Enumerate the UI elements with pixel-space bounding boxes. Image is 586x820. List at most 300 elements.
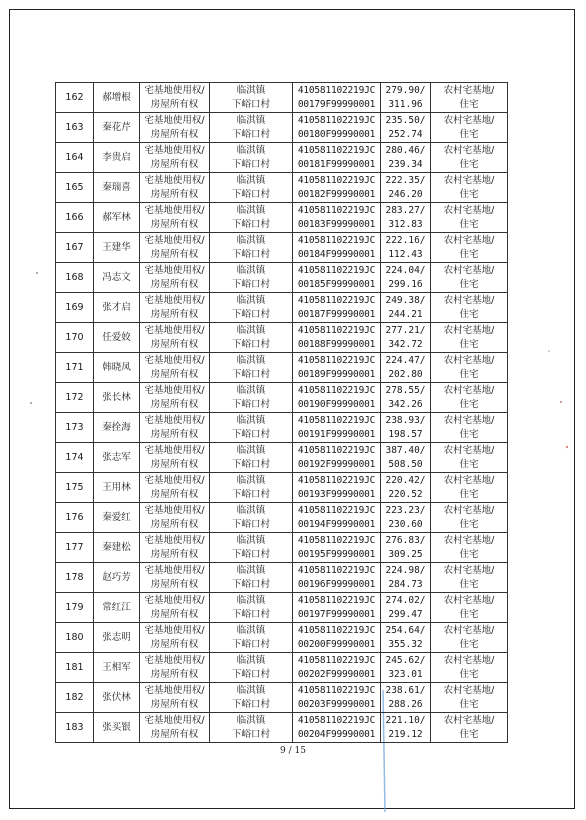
right-type-cell: [140, 143, 210, 173]
record-number-cell: [56, 413, 94, 443]
parcel-code-text: 00181F99990001: [297, 158, 376, 170]
table-row: [56, 233, 508, 263]
right-type-text: 宅基地使用权/: [144, 714, 205, 726]
parcel-code-cell: [293, 413, 381, 443]
parcel-code-cell: [293, 323, 381, 353]
area-values-text: 312.83: [388, 218, 423, 230]
right-type-cell: [140, 203, 210, 233]
right-type-text: 宅基地使用权/: [144, 624, 205, 636]
table-row: [56, 113, 508, 143]
area-values-cell: [381, 533, 431, 563]
land-use-text: 农村宅基地/: [443, 174, 495, 186]
table-row: [56, 563, 508, 593]
location-text: 下峪口村: [231, 458, 270, 470]
parcel-code-cell: [293, 473, 381, 503]
record-number-text: 175: [65, 481, 84, 493]
land-use-cell: [431, 503, 508, 533]
owner-name-cell: [94, 203, 140, 233]
location-text: 临淇镇: [236, 174, 266, 186]
area-values-text: 323.01: [388, 668, 423, 680]
right-type-text: 宅基地使用权/: [144, 234, 205, 246]
parcel-code-text: 00190F99990001: [297, 398, 376, 410]
area-values-text: 230.60: [388, 518, 423, 530]
area-values-cell: [381, 323, 431, 353]
right-type-text: 宅基地使用权/: [144, 534, 205, 546]
area-values-text: 249.38/: [385, 294, 426, 306]
parcel-code-text: 00183F99990001: [297, 218, 376, 230]
right-type-text: 宅基地使用权/: [144, 384, 205, 396]
owner-name-text: 李贵启: [102, 151, 131, 163]
location-text: 下峪口村: [231, 698, 270, 710]
right-type-cell: [140, 263, 210, 293]
area-values-text: 224.98/: [385, 564, 426, 576]
location-text: 下峪口村: [231, 278, 270, 290]
record-number-cell: [56, 173, 94, 203]
location-text: 临淇镇: [236, 654, 266, 666]
area-values-text: 274.02/: [385, 594, 426, 606]
location-text: 临淇镇: [236, 564, 266, 576]
owner-name-text: 王相军: [102, 661, 131, 673]
table-row: [56, 353, 508, 383]
area-values-text: 288.26: [388, 698, 423, 710]
area-values-text: 112.43: [388, 248, 423, 260]
record-number-text: 162: [65, 91, 84, 103]
location-text: 下峪口村: [231, 728, 270, 740]
parcel-code-text: 00194F99990001: [297, 518, 376, 530]
owner-name-text: 张伏林: [102, 691, 131, 703]
area-values-text: 235.50/: [385, 114, 426, 126]
land-use-text: 农村宅基地/: [443, 354, 495, 366]
right-type-text: 宅基地使用权/: [144, 354, 205, 366]
table-row: [56, 713, 508, 743]
owner-name-text: 秦瑞喜: [102, 181, 131, 193]
land-use-text: 农村宅基地/: [443, 204, 495, 216]
right-type-text: 房屋所有权: [150, 518, 199, 530]
location-text: 临淇镇: [236, 84, 266, 96]
area-values-cell: [381, 683, 431, 713]
right-type-text: 房屋所有权: [150, 428, 199, 440]
right-type-text: 房屋所有权: [150, 548, 199, 560]
right-type-text: 宅基地使用权/: [144, 474, 205, 486]
location-cell: [210, 113, 293, 143]
owner-name-cell: [94, 143, 140, 173]
location-cell: [210, 263, 293, 293]
owner-name-cell: [94, 503, 140, 533]
owner-name-cell: [94, 443, 140, 473]
right-type-cell: [140, 443, 210, 473]
right-type-text: 房屋所有权: [150, 608, 199, 620]
land-use-text: 农村宅基地/: [443, 444, 495, 456]
area-values-text: 202.80: [388, 368, 423, 380]
area-values-text: 224.47/: [385, 354, 426, 366]
right-type-cell: [140, 563, 210, 593]
parcel-code-text: 410581102219JC: [297, 144, 376, 156]
right-type-cell: [140, 323, 210, 353]
table-row: [56, 203, 508, 233]
location-text: 下峪口村: [231, 398, 270, 410]
land-use-cell: [431, 203, 508, 233]
right-type-cell: [140, 653, 210, 683]
parcel-code-text: 00202F99990001: [297, 668, 376, 680]
parcel-code-text: 410581102219JC: [297, 174, 376, 186]
record-number-text: 176: [65, 511, 84, 523]
land-use-text: 农村宅基地/: [443, 474, 495, 486]
area-values-text: 355.32: [388, 638, 423, 650]
right-type-text: 房屋所有权: [150, 488, 199, 500]
location-text: 临淇镇: [236, 354, 266, 366]
area-values-text: 219.12: [388, 728, 423, 740]
right-type-text: 房屋所有权: [150, 98, 199, 110]
area-values-text: 222.16/: [385, 234, 426, 246]
location-cell: [210, 413, 293, 443]
area-values-text: 245.62/: [385, 654, 426, 666]
area-values-text: 276.83/: [385, 534, 426, 546]
parcel-code-text: 410581102219JC: [297, 624, 376, 636]
owner-name-text: 秦拴海: [102, 421, 131, 433]
land-use-cell: [431, 323, 508, 353]
right-type-text: 房屋所有权: [150, 158, 199, 170]
record-number-text: 172: [65, 391, 84, 403]
owner-name-text: 王建华: [102, 241, 131, 253]
area-values-text: 309.25: [388, 548, 423, 560]
land-use-cell: [431, 563, 508, 593]
land-use-text: 农村宅基地/: [443, 294, 495, 306]
right-type-text: 房屋所有权: [150, 368, 199, 380]
location-cell: [210, 503, 293, 533]
owner-name-text: 常红江: [102, 601, 131, 613]
owner-name-cell: [94, 623, 140, 653]
right-type-text: 房屋所有权: [150, 128, 199, 140]
parcel-code-text: 410581102219JC: [297, 114, 376, 126]
owner-name-text: 秦建松: [102, 541, 131, 553]
right-type-cell: [140, 683, 210, 713]
land-use-cell: [431, 653, 508, 683]
parcel-code-text: 00195F99990001: [297, 548, 376, 560]
parcel-code-text: 00189F99990001: [297, 368, 376, 380]
location-text: 下峪口村: [231, 128, 270, 140]
record-number-text: 180: [65, 631, 84, 643]
table-row: [56, 83, 508, 113]
land-use-cell: [431, 233, 508, 263]
area-values-cell: [381, 143, 431, 173]
right-type-cell: [140, 413, 210, 443]
owner-name-text: 冯志文: [102, 271, 131, 283]
property-register-table: [55, 82, 508, 743]
parcel-code-text: 00188F99990001: [297, 338, 376, 350]
land-use-text: 住宅: [459, 488, 479, 500]
owner-name-text: 郝军林: [102, 211, 131, 223]
right-type-text: 房屋所有权: [150, 278, 199, 290]
owner-name-cell: [94, 653, 140, 683]
parcel-code-cell: [293, 533, 381, 563]
parcel-code-cell: [293, 203, 381, 233]
land-use-cell: [431, 623, 508, 653]
location-text: 下峪口村: [231, 578, 270, 590]
parcel-code-cell: [293, 113, 381, 143]
land-use-text: 农村宅基地/: [443, 564, 495, 576]
land-use-text: 住宅: [459, 308, 479, 320]
right-type-cell: [140, 473, 210, 503]
parcel-code-text: 410581102219JC: [297, 414, 376, 426]
record-number-text: 169: [65, 301, 84, 313]
right-type-cell: [140, 533, 210, 563]
table-row: [56, 533, 508, 563]
land-use-text: 住宅: [459, 128, 479, 140]
record-number-text: 164: [65, 151, 84, 163]
land-use-text: 住宅: [459, 218, 479, 230]
record-number-cell: [56, 83, 94, 113]
right-type-text: 房屋所有权: [150, 458, 199, 470]
right-type-text: 宅基地使用权/: [144, 114, 205, 126]
record-number-text: 171: [65, 361, 84, 373]
right-type-cell: [140, 83, 210, 113]
parcel-code-text: 00197F99990001: [297, 608, 376, 620]
parcel-code-text: 410581102219JC: [297, 654, 376, 666]
land-use-cell: [431, 443, 508, 473]
area-values-text: 220.42/: [385, 474, 426, 486]
right-type-text: 宅基地使用权/: [144, 594, 205, 606]
table-row: [56, 323, 508, 353]
location-text: 临淇镇: [236, 474, 266, 486]
table-row: [56, 413, 508, 443]
area-values-text: 299.47: [388, 608, 423, 620]
record-number-text: 173: [65, 421, 84, 433]
land-use-text: 住宅: [459, 368, 479, 380]
location-cell: [210, 533, 293, 563]
location-cell: [210, 293, 293, 323]
record-number-text: 166: [65, 211, 84, 223]
record-number-cell: [56, 563, 94, 593]
area-values-cell: [381, 713, 431, 743]
area-values-cell: [381, 623, 431, 653]
area-values-text: 221.10/: [385, 714, 426, 726]
area-values-text: 222.35/: [385, 174, 426, 186]
location-text: 临淇镇: [236, 264, 266, 276]
parcel-code-text: 410581102219JC: [297, 354, 376, 366]
owner-name-cell: [94, 533, 140, 563]
right-type-text: 房屋所有权: [150, 338, 199, 350]
location-cell: [210, 203, 293, 233]
record-number-text: 167: [65, 241, 84, 253]
land-use-text: 住宅: [459, 728, 479, 740]
location-text: 临淇镇: [236, 234, 266, 246]
parcel-code-cell: [293, 383, 381, 413]
right-type-text: 宅基地使用权/: [144, 294, 205, 306]
table-row: [56, 593, 508, 623]
table-row: [56, 263, 508, 293]
right-type-text: 宅基地使用权/: [144, 204, 205, 216]
land-use-text: 住宅: [459, 638, 479, 650]
right-type-text: 房屋所有权: [150, 638, 199, 650]
land-use-text: 住宅: [459, 518, 479, 530]
table-row: [56, 173, 508, 203]
owner-name-cell: [94, 323, 140, 353]
area-values-cell: [381, 173, 431, 203]
right-type-text: 宅基地使用权/: [144, 144, 205, 156]
parcel-code-text: 410581102219JC: [297, 84, 376, 96]
land-use-cell: [431, 263, 508, 293]
location-text: 临淇镇: [236, 294, 266, 306]
right-type-cell: [140, 383, 210, 413]
record-number-text: 183: [65, 721, 84, 733]
table-row: [56, 443, 508, 473]
record-number-text: 179: [65, 601, 84, 613]
table-row: [56, 653, 508, 683]
parcel-code-text: 00191F99990001: [297, 428, 376, 440]
land-use-text: 住宅: [459, 278, 479, 290]
parcel-code-cell: [293, 563, 381, 593]
parcel-code-text: 410581102219JC: [297, 714, 376, 726]
area-values-text: 244.21: [388, 308, 423, 320]
owner-name-cell: [94, 353, 140, 383]
parcel-code-text: 410581102219JC: [297, 564, 376, 576]
land-use-text: 住宅: [459, 338, 479, 350]
right-type-cell: [140, 113, 210, 143]
area-values-text: 254.64/: [385, 624, 426, 636]
record-number-cell: [56, 353, 94, 383]
area-values-text: 239.34: [388, 158, 423, 170]
location-text: 临淇镇: [236, 534, 266, 546]
owner-name-text: 张才启: [102, 301, 131, 313]
record-number-text: 168: [65, 271, 84, 283]
location-text: 下峪口村: [231, 248, 270, 260]
land-use-text: 住宅: [459, 248, 479, 260]
table-row: [56, 143, 508, 173]
land-use-text: 农村宅基地/: [443, 654, 495, 666]
right-type-text: 房屋所有权: [150, 188, 199, 200]
owner-name-text: 秦花芹: [102, 121, 131, 133]
parcel-code-cell: [293, 83, 381, 113]
land-use-cell: [431, 713, 508, 743]
location-text: 下峪口村: [231, 668, 270, 680]
parcel-code-cell: [293, 173, 381, 203]
table-row: [56, 473, 508, 503]
record-number-cell: [56, 653, 94, 683]
area-values-cell: [381, 353, 431, 383]
area-values-cell: [381, 563, 431, 593]
land-use-text: 农村宅基地/: [443, 114, 495, 126]
land-use-text: 农村宅基地/: [443, 624, 495, 636]
parcel-code-text: 410581102219JC: [297, 324, 376, 336]
location-text: 下峪口村: [231, 98, 270, 110]
parcel-code-text: 410581102219JC: [297, 594, 376, 606]
area-values-text: 342.72: [388, 338, 423, 350]
area-values-text: 279.90/: [385, 84, 426, 96]
land-use-text: 农村宅基地/: [443, 234, 495, 246]
parcel-code-cell: [293, 623, 381, 653]
right-type-cell: [140, 173, 210, 203]
parcel-code-cell: [293, 293, 381, 323]
area-values-text: 284.73: [388, 578, 423, 590]
owner-name-text: 张志明: [102, 631, 131, 643]
parcel-code-text: 410581102219JC: [297, 294, 376, 306]
right-type-cell: [140, 713, 210, 743]
area-values-text: 238.93/: [385, 414, 426, 426]
location-text: 下峪口村: [231, 548, 270, 560]
record-number-cell: [56, 713, 94, 743]
location-text: 临淇镇: [236, 624, 266, 636]
record-number-cell: [56, 443, 94, 473]
location-cell: [210, 233, 293, 263]
record-number-cell: [56, 593, 94, 623]
location-cell: [210, 563, 293, 593]
owner-name-cell: [94, 113, 140, 143]
area-values-text: 277.21/: [385, 324, 426, 336]
owner-name-cell: [94, 473, 140, 503]
right-type-cell: [140, 593, 210, 623]
parcel-code-cell: [293, 683, 381, 713]
parcel-code-text: 410581102219JC: [297, 684, 376, 696]
location-text: 下峪口村: [231, 608, 270, 620]
right-type-text: 房屋所有权: [150, 308, 199, 320]
record-number-cell: [56, 233, 94, 263]
owner-name-cell: [94, 233, 140, 263]
location-text: 下峪口村: [231, 368, 270, 380]
location-cell: [210, 143, 293, 173]
parcel-code-text: 410581102219JC: [297, 444, 376, 456]
area-values-text: 238.61/: [385, 684, 426, 696]
owner-name-cell: [94, 413, 140, 443]
owner-name-text: 郝增根: [102, 91, 131, 103]
parcel-code-text: 00187F99990001: [297, 308, 376, 320]
location-text: 下峪口村: [231, 488, 270, 500]
record-number-text: 163: [65, 121, 84, 133]
land-use-cell: [431, 413, 508, 443]
owner-name-text: 任爱姣: [102, 331, 131, 343]
area-values-cell: [381, 233, 431, 263]
parcel-code-text: 00193F99990001: [297, 488, 376, 500]
land-use-text: 住宅: [459, 698, 479, 710]
right-type-text: 宅基地使用权/: [144, 504, 205, 516]
area-values-text: 278.55/: [385, 384, 426, 396]
land-use-cell: [431, 83, 508, 113]
area-values-text: 508.50: [388, 458, 423, 470]
page-number: 9 / 15: [280, 746, 306, 756]
record-number-text: 165: [65, 181, 84, 193]
parcel-code-text: 410581102219JC: [297, 534, 376, 546]
location-text: 临淇镇: [236, 594, 266, 606]
parcel-code-text: 410581102219JC: [297, 474, 376, 486]
owner-name-cell: [94, 263, 140, 293]
right-type-cell: [140, 503, 210, 533]
parcel-code-text: 00196F99990001: [297, 578, 376, 590]
land-use-text: 农村宅基地/: [443, 324, 495, 336]
area-values-text: 224.04/: [385, 264, 426, 276]
land-use-cell: [431, 353, 508, 383]
right-type-cell: [140, 233, 210, 263]
land-use-cell: [431, 593, 508, 623]
land-use-text: 住宅: [459, 668, 479, 680]
location-text: 下峪口村: [231, 428, 270, 440]
parcel-code-cell: [293, 263, 381, 293]
location-cell: [210, 623, 293, 653]
land-use-text: 农村宅基地/: [443, 144, 495, 156]
right-type-text: 房屋所有权: [150, 398, 199, 410]
table-row: [56, 293, 508, 323]
right-type-cell: [140, 293, 210, 323]
parcel-code-text: 00192F99990001: [297, 458, 376, 470]
parcel-code-text: 410581102219JC: [297, 504, 376, 516]
area-values-text: 342.26: [388, 398, 423, 410]
right-type-cell: [140, 353, 210, 383]
land-use-text: 住宅: [459, 608, 479, 620]
table-row: [56, 683, 508, 713]
area-values-cell: [381, 473, 431, 503]
area-values-cell: [381, 443, 431, 473]
location-text: 下峪口村: [231, 188, 270, 200]
location-cell: [210, 353, 293, 383]
right-type-text: 宅基地使用权/: [144, 564, 205, 576]
